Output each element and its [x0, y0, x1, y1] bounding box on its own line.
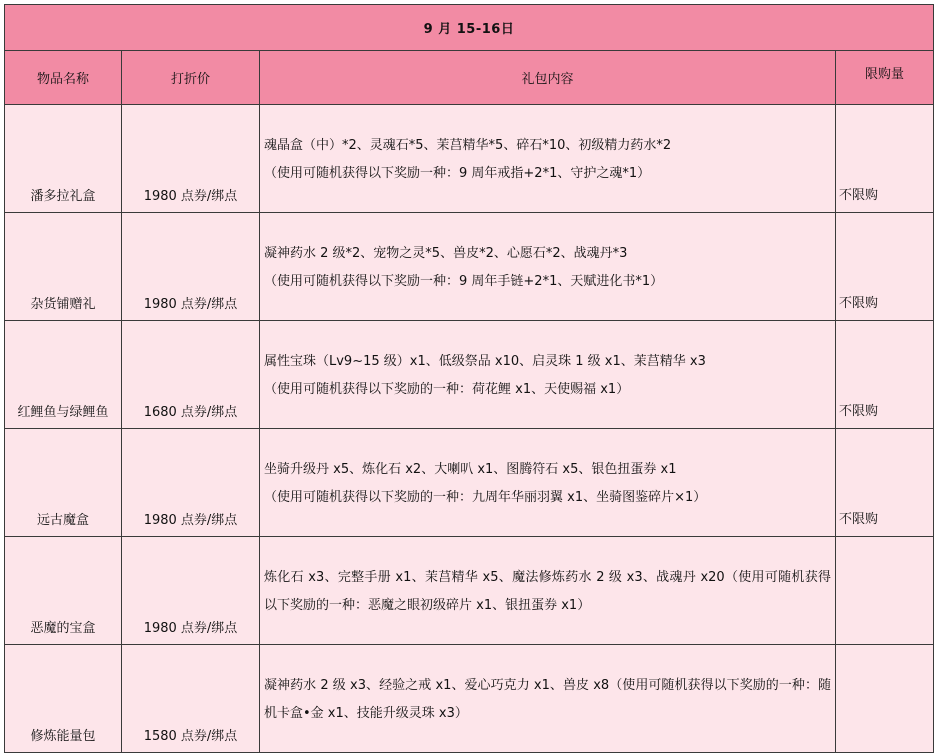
- item-name: 恶魔的宝盒: [5, 537, 122, 645]
- content-line: 坐骑升级丹 x5、炼化石 x2、大喇叭 x1、图腾符石 x5、银色扭蛋券 x1: [264, 462, 677, 477]
- header-price: 打折价: [122, 51, 260, 105]
- content-line: （使用可随机获得以下奖励的一种：九周年华丽羽翼 x1、坐骑图鉴碎片×1）: [264, 490, 707, 505]
- item-limit: [836, 645, 934, 753]
- item-content: [260, 537, 836, 645]
- item-content: [260, 321, 836, 429]
- item-name: 潘多拉礼盒: [5, 105, 122, 213]
- header-row: [5, 51, 934, 105]
- item-price: 1980 点券/绑点: [122, 429, 260, 537]
- content-line: （使用可随机获得以下奖励一种：9 周年手链+2*1、天赋进化书*1）: [264, 274, 664, 289]
- content-line: 魂晶盒（中）*2、灵魂石*5、茉莒精华*5、碎石*10、初级精力药水*2: [264, 138, 672, 153]
- item-limit: 不限购: [836, 429, 934, 537]
- item-price: 1980 点券/绑点: [122, 537, 260, 645]
- content-text: 凝神药水 2 级 x3、经验之戒 x1、爱心巧克力 x1、兽皮 x8（使用可随机获得以下奖励的一种：随机卡盒•金 x1、技能升级灵珠 x3）: [264, 678, 831, 721]
- item-name: 远古魔盒: [5, 429, 122, 537]
- item-price: 1980 点券/绑点: [122, 105, 260, 213]
- table-row: [5, 429, 934, 537]
- item-content: [260, 645, 836, 753]
- table-row: [5, 537, 934, 645]
- table-row: [5, 321, 934, 429]
- item-limit: 不限购: [836, 213, 934, 321]
- header-limit: 限购量: [836, 51, 934, 105]
- item-price: 1580 点券/绑点: [122, 645, 260, 753]
- content-line: 凝神药水 2 级*2、宠物之灵*5、兽皮*2、心愿石*2、战魂丹*3: [264, 246, 628, 261]
- item-content: [260, 213, 836, 321]
- content-line: （使用可随机获得以下奖励的一种：荷花鲤 x1、天使赐福 x1）: [264, 382, 630, 397]
- header-content: 礼包内容: [260, 51, 836, 105]
- item-name: 红鲤鱼与绿鲤鱼: [5, 321, 122, 429]
- sale-table: [4, 4, 934, 753]
- item-name: 修炼能量包: [5, 645, 122, 753]
- item-limit: [836, 537, 934, 645]
- item-content: [260, 105, 836, 213]
- item-price: 1980 点券/绑点: [122, 213, 260, 321]
- content-line: 属性宝珠（Lv9~15 级）x1、低级祭品 x10、启灵珠 1 级 x1、茉莒精华 x3: [264, 354, 706, 369]
- item-content: [260, 429, 836, 537]
- table-title: 9 月 15-16日: [5, 5, 934, 51]
- title-row: [5, 5, 934, 51]
- item-name: 杂货铺赠礼: [5, 213, 122, 321]
- table-row: [5, 213, 934, 321]
- header-name: 物品名称: [5, 51, 122, 105]
- table-row: [5, 105, 934, 213]
- content-line: （使用可随机获得以下奖励一种：9 周年戒指+2*1、守护之魂*1）: [264, 166, 651, 181]
- item-limit: 不限购: [836, 105, 934, 213]
- table-row: [5, 645, 934, 753]
- item-price: 1680 点券/绑点: [122, 321, 260, 429]
- item-limit: 不限购: [836, 321, 934, 429]
- content-text: 炼化石 x3、完整手册 x1、茉莒精华 x5、魔法修炼药水 2 级 x3、战魂丹 x20（使用可随机获得以下奖励的一种：恶魔之眼初级碎片 x1、银扭蛋券 x1）: [264, 570, 831, 613]
